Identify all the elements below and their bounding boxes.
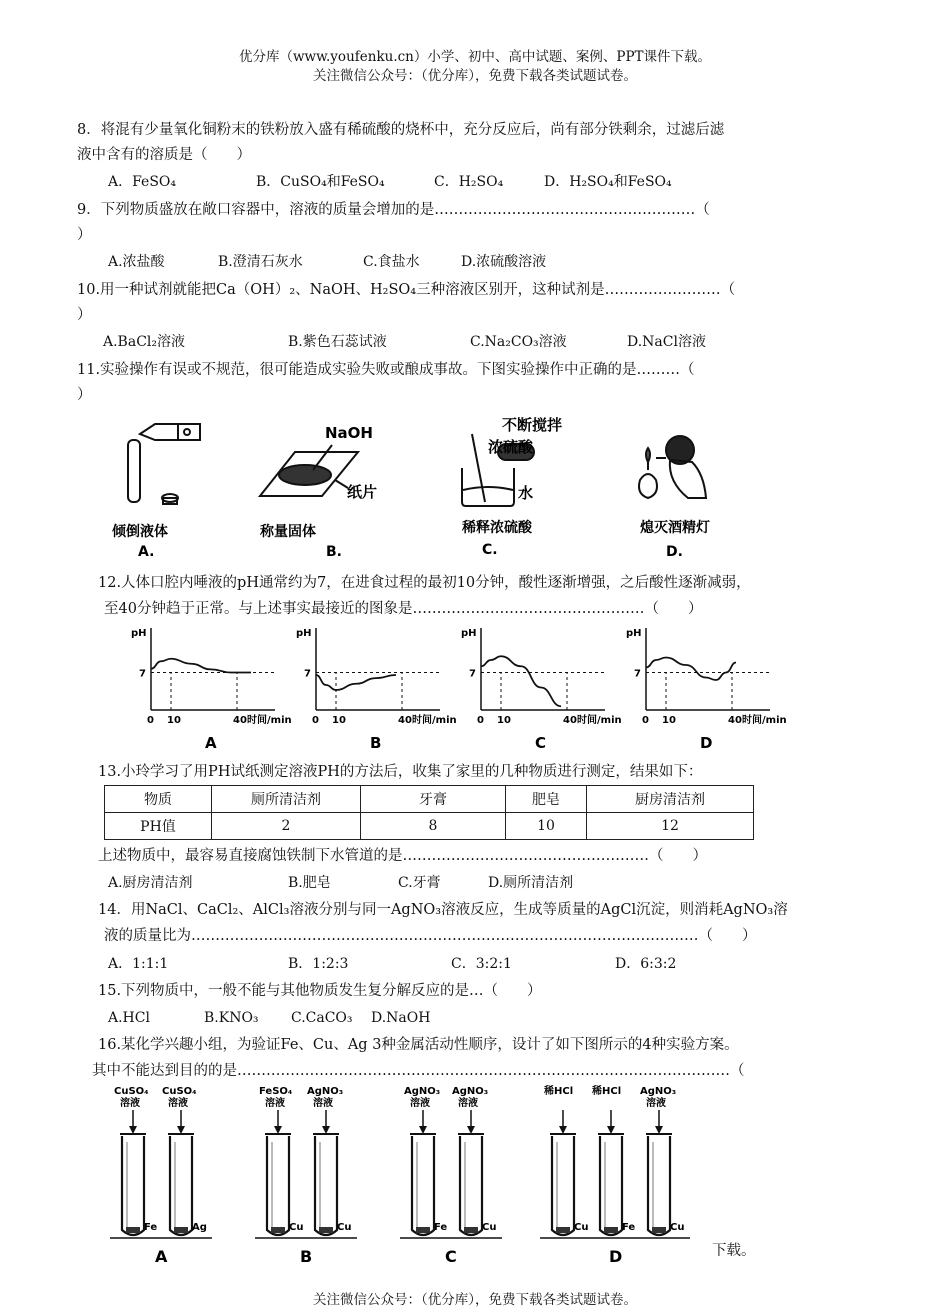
metal-piece: [126, 1227, 140, 1233]
x-tick-label: 0: [147, 715, 154, 726]
arrow-head: [559, 1126, 567, 1134]
reagent-label-sub: 溶液: [458, 1098, 478, 1109]
chart-letter: C: [535, 734, 547, 752]
x-tick-label: 10: [332, 715, 346, 726]
stir-label: 不断搅拌: [502, 416, 563, 434]
q15-option-d: D.NaOH: [371, 1010, 431, 1026]
test-tube: [170, 1136, 192, 1235]
q13-line2: 上述物质中，最容易直接腐蚀铁制下水管道的是……………………………………………（ ）: [98, 848, 707, 864]
q10-option-b: B.紫色石蕊试液: [288, 334, 387, 350]
reagent-label: CuSO₄: [114, 1086, 149, 1097]
metal-piece: [556, 1227, 570, 1233]
test-tube: [600, 1136, 622, 1235]
x-axis-label: 时间/min: [247, 715, 292, 726]
reagent-label-sub: 溶液: [646, 1098, 666, 1109]
q14-line1: 14．用NaCl、CaCl₂、AlCl₃溶液分别与同一AgNO₃溶液反应，生成等质量的AgCl沉淀，则消耗AgNO₃溶: [98, 902, 788, 918]
metal-piece: [174, 1227, 188, 1233]
q13-option-a: A.厨房清洁剂: [108, 875, 193, 891]
q15-line1: 15.下列物质中，一般不能与其他物质发生复分解反应的是…（ ）: [98, 983, 542, 999]
q11-line1: 11.实验操作有误或不规范，很可能造成实验失败或酿成事故。下图实验操作中正确的是………（: [77, 362, 695, 378]
arrow-head: [322, 1126, 330, 1134]
q12-line1: 12.人体口腔内唾液的pH通常约为7，在进食过程的最初10分钟，酸性逐渐增强，之后酸性逐渐减弱，: [98, 575, 751, 591]
table-row: [105, 813, 754, 840]
x-tick-label: 10: [662, 715, 676, 726]
q10-option-d: D.NaCl溶液: [627, 334, 706, 350]
ph-chart-d: [626, 628, 787, 752]
reagent-label: AgNO₃: [640, 1086, 677, 1097]
x-axis-label: 时间/min: [742, 715, 787, 726]
reagent-label: AgNO₃: [404, 1086, 441, 1097]
table-cell: 8: [361, 813, 506, 840]
table-cell: 牙膏: [361, 786, 506, 813]
metal-label: Cu: [337, 1222, 352, 1233]
letter-c: C.: [482, 542, 498, 558]
x-tick-label: 40: [398, 715, 412, 726]
table-cell: 厨房清洁剂: [587, 786, 754, 813]
reagent-label: CuSO₄: [162, 1086, 197, 1097]
metal-label: Cu: [574, 1222, 589, 1233]
caption-c: 稀释浓硫酸: [462, 520, 532, 536]
metal-label: Fe: [434, 1222, 448, 1233]
group-letter: A: [155, 1247, 168, 1266]
ph-curve: [481, 656, 561, 706]
test-tube: [412, 1136, 434, 1235]
test-tube: [267, 1136, 289, 1235]
q9-option-b: B.澄清石灰水: [218, 254, 303, 270]
chart-letter: D: [700, 734, 713, 752]
q15-option-a: A.HCl: [108, 1010, 150, 1026]
x-tick-label: 0: [477, 715, 484, 726]
y-axis-label: pH: [461, 628, 477, 639]
q14-options: [108, 954, 676, 974]
tube-group-c: [400, 1086, 502, 1266]
arrow-head: [274, 1126, 282, 1134]
test-tube: [315, 1136, 337, 1235]
test-tube: [460, 1136, 482, 1235]
reagent-label: AgNO₃: [452, 1086, 489, 1097]
arrow-head: [129, 1126, 137, 1134]
q9-line1: 9．下列物质盛放在敞口容器中，溶液的质量会增加的是………………………………………………（: [77, 202, 710, 218]
metal-piece: [604, 1227, 618, 1233]
ph-curve: [151, 659, 251, 673]
x-tick-label: 40: [728, 715, 742, 726]
chart-letter: A: [205, 734, 217, 752]
chart-letter: B: [370, 734, 382, 752]
metal-piece: [652, 1227, 666, 1233]
q10-option-c: C.Na₂CO₃溶液: [470, 334, 567, 350]
q8-option-a: A．FeSO₄: [108, 174, 177, 190]
metal-label: Fe: [144, 1222, 158, 1233]
x-tick-label: 10: [497, 715, 511, 726]
paper-label: 纸片: [347, 483, 378, 501]
q10-line2: ）: [77, 307, 92, 323]
q9-option-d: D.浓硫酸溶液: [461, 254, 547, 270]
q15-options: [108, 1008, 430, 1028]
reagent-label-sub: 溶液: [120, 1098, 140, 1109]
metal-piece: [319, 1227, 333, 1233]
footer-right: 下载。: [712, 1243, 756, 1259]
x-tick-label: 10: [167, 715, 181, 726]
table-cell: 10: [506, 813, 587, 840]
ph-chart-c: [461, 628, 622, 752]
reagent-label-sub: 溶液: [168, 1098, 188, 1109]
naoh-label: NaOH: [325, 424, 373, 442]
metal-label: Cu: [289, 1222, 304, 1233]
y-tick-label: 7: [469, 668, 476, 680]
q9-options: [108, 252, 546, 272]
q15-option-b: B.KNO₃: [204, 1010, 259, 1026]
q8-options: [108, 172, 672, 192]
caption-b: 称量固体: [260, 524, 316, 540]
letter-b: B.: [326, 544, 342, 560]
x-tick-label: 0: [312, 715, 319, 726]
q8-option-c: C．H₂SO₄: [434, 174, 504, 190]
caption-d: 熄灭酒精灯: [640, 520, 710, 536]
pouring-illustration: [128, 424, 200, 504]
metal-label: Cu: [482, 1222, 497, 1233]
q15-option-c: C.CaCO₃: [291, 1010, 353, 1026]
q10-line1: 10.用一种试剂就能把Ca（OH）₂、NaOH、H₂SO₄三种溶液区别开，这种试剂是……………………（: [77, 282, 736, 298]
tube-group-b: [255, 1086, 357, 1266]
acid-label: 浓硫酸: [488, 438, 534, 456]
ph-table: [104, 785, 754, 840]
weighing-illustration: [260, 445, 358, 496]
metal-piece: [416, 1227, 430, 1233]
x-axis-label: 时间/min: [412, 715, 457, 726]
q13-line1: 13.小玲学习了用PH试纸测定溶液PH的方法后，收集了家里的几种物质进行测定，结果如下：: [98, 764, 703, 780]
q12-line2: 至40分钟趋于正常。与上述事实最接近的图象是…………………………………………（ ）: [104, 601, 703, 617]
ph-curve: [646, 658, 736, 681]
table-cell: 肥皂: [506, 786, 587, 813]
arrow-head: [419, 1126, 427, 1134]
water-label: 水: [518, 484, 534, 502]
y-tick-label: 7: [634, 668, 641, 680]
table-cell: 物质: [105, 786, 212, 813]
q14-option-c: C．3:2:1: [451, 956, 512, 972]
table-cell: 2: [212, 813, 361, 840]
y-axis-label: pH: [131, 628, 147, 639]
tube-group-a: [110, 1086, 212, 1266]
reagent-label: FeSO₄: [259, 1086, 293, 1097]
reagent-label-sub: 溶液: [313, 1098, 333, 1109]
y-tick-label: 7: [304, 668, 311, 680]
metal-tube-figure: [100, 1082, 740, 1272]
test-tube: [648, 1136, 670, 1235]
q9-option-a: A.浓盐酸: [108, 254, 165, 270]
arrow-head: [655, 1126, 663, 1134]
q8-line2: 液中含有的溶质是（ ）: [77, 147, 251, 163]
q14-option-d: D．6:3:2: [615, 956, 677, 972]
metal-label: Fe: [622, 1222, 636, 1233]
ph-curve: [316, 675, 396, 690]
q14-option-a: A．1:1:1: [108, 956, 169, 972]
header-line-1: 优分库（www.youfenku.cn）小学、初中、高中试题、案例、PPT课件下载。: [238, 49, 712, 65]
group-letter: D: [609, 1247, 623, 1266]
q11-lab-figure: [100, 410, 780, 565]
metal-label: Cu: [670, 1222, 685, 1233]
q13-option-c: C.牙膏: [398, 875, 441, 891]
x-tick-label: 0: [642, 715, 649, 726]
ph-chart-a: [131, 628, 292, 752]
q16-line1: 16.某化学兴趣小组，为验证Fe、Cu、Ag 3种金属活动性顺序，设计了如下图所示的4种实验方案。: [98, 1037, 739, 1053]
q14-option-b: B．1:2:3: [288, 956, 349, 972]
caption-a: 倾倒液体: [112, 524, 168, 540]
x-tick-label: 40: [563, 715, 577, 726]
ph-chart-b: [296, 628, 457, 752]
q16-line2: 其中不能达到目的的是…………………………………………………………………………………………（: [92, 1063, 745, 1079]
table-row: [105, 786, 754, 813]
q9-option-c: C.食盐水: [363, 254, 420, 270]
group-letter: B: [300, 1247, 313, 1266]
reagent-label: 稀HCl: [544, 1086, 574, 1097]
metal-piece: [464, 1227, 478, 1233]
q11-line2: ）: [77, 387, 92, 403]
ph-charts: [125, 622, 795, 752]
table-cell: 厕所清洁剂: [212, 786, 361, 813]
arrow-head: [467, 1126, 475, 1134]
test-tube: [122, 1136, 144, 1235]
reagent-label: 稀HCl: [592, 1086, 622, 1097]
header-line-2: 关注微信公众号：（优分库），免费下载各类试题试卷。: [313, 68, 637, 84]
metal-label: Ag: [192, 1222, 207, 1233]
reagent-label: AgNO₃: [307, 1086, 344, 1097]
table-cell: 12: [587, 813, 754, 840]
metal-piece: [271, 1227, 285, 1233]
q13-option-d: D.厕所清洁剂: [488, 875, 574, 891]
reagent-label-sub: 溶液: [410, 1098, 430, 1109]
tube-group-d: [540, 1084, 690, 1266]
y-axis-label: pH: [296, 628, 312, 639]
footer-line: 关注微信公众号：（优分库），免费下载各类试题试卷。: [313, 1292, 637, 1308]
letter-d: D.: [666, 544, 683, 560]
q9-line2: ）: [77, 227, 92, 243]
q13-options: [108, 873, 573, 893]
arrow-head: [177, 1126, 185, 1134]
test-tube: [552, 1136, 574, 1235]
q8-option-d: D．H₂SO₄和FeSO₄: [544, 174, 672, 190]
x-axis-label: 时间/min: [577, 715, 622, 726]
q10-option-a: A.BaCl₂溶液: [103, 334, 185, 350]
table-cell: PH值: [105, 813, 212, 840]
letter-a: A.: [138, 544, 155, 560]
reagent-label-sub: 溶液: [265, 1098, 285, 1109]
y-tick-label: 7: [139, 668, 146, 680]
arrow-head: [607, 1126, 615, 1134]
q8-option-b: B．CuSO₄和FeSO₄: [256, 174, 385, 190]
q13-option-b: B.肥皂: [288, 875, 331, 891]
q10-options: [103, 332, 706, 352]
group-letter: C: [445, 1247, 457, 1266]
y-axis-label: pH: [626, 628, 642, 639]
x-tick-label: 40: [233, 715, 247, 726]
q8-line1: 8．将混有少量氧化铜粉末的铁粉放入盛有稀硫酸的烧杯中，充分反应后，尚有部分铁剩余，过滤后滤: [77, 122, 725, 138]
q14-line2: 液的质量比为……………………………………………………………………………………………（ ）: [104, 928, 757, 944]
lamp-illustration: [639, 436, 706, 498]
